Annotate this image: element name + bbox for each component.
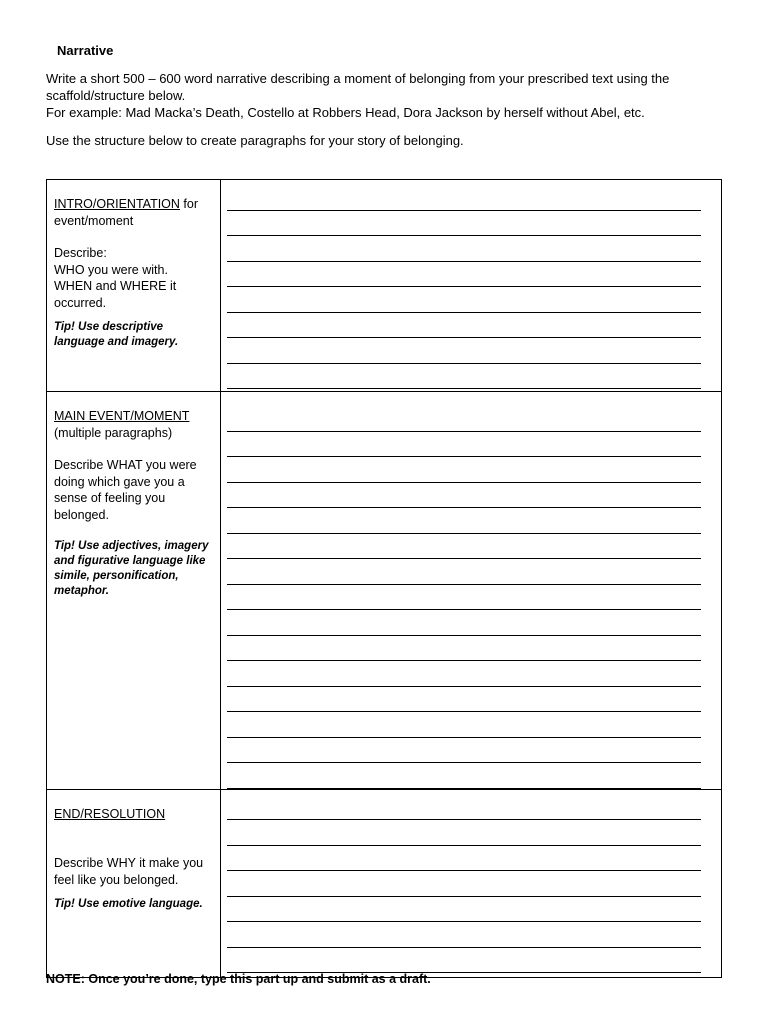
writing-line[interactable] bbox=[227, 236, 701, 262]
writing-line[interactable] bbox=[227, 338, 701, 364]
writing-line[interactable] bbox=[227, 846, 701, 872]
writing-line[interactable] bbox=[227, 661, 701, 687]
section-main-tip: Tip! Use adjectives, imagery and figurative language like simile, personification, metaphor. bbox=[54, 540, 209, 597]
writing-line[interactable] bbox=[227, 820, 701, 846]
section-main-lines bbox=[221, 392, 721, 789]
section-main-row bbox=[47, 392, 722, 790]
section-intro-writing-area[interactable] bbox=[221, 180, 722, 392]
instruction-text: Use the structure below to create paragraphs for your story of belonging. bbox=[46, 133, 464, 148]
writing-line[interactable] bbox=[227, 763, 701, 789]
section-intro-lines bbox=[221, 180, 721, 389]
writing-line[interactable] bbox=[227, 559, 701, 585]
section-main-heading-suffix: (multiple paragraphs) bbox=[54, 425, 173, 440]
section-intro-heading: INTRO/ORIENTATION bbox=[54, 197, 180, 211]
submission-note: NOTE: Once you’re done, type this part up and submit as a draft. bbox=[46, 972, 431, 986]
writing-line[interactable] bbox=[227, 712, 701, 738]
writing-line[interactable] bbox=[227, 406, 701, 432]
writing-line[interactable] bbox=[227, 795, 701, 821]
writing-line[interactable] bbox=[227, 687, 701, 713]
section-end-label-cell bbox=[47, 789, 221, 977]
section-intro-describe: Describe: WHO you were with. WHEN and WHERE it occurred. bbox=[54, 246, 177, 310]
section-end-lines bbox=[221, 790, 721, 974]
writing-line[interactable] bbox=[227, 585, 701, 611]
writing-line[interactable] bbox=[227, 610, 701, 636]
section-main-heading: MAIN EVENT/MOMENT bbox=[54, 409, 190, 423]
writing-line[interactable] bbox=[227, 483, 701, 509]
section-intro-row bbox=[47, 180, 722, 392]
section-intro-heading-line bbox=[54, 196, 213, 229]
section-end-describe: Describe WHY it make you feel like you belonged. bbox=[54, 856, 204, 887]
writing-line[interactable] bbox=[227, 313, 701, 339]
section-end-tip: Tip! Use emotive language. bbox=[54, 898, 203, 910]
writing-line[interactable] bbox=[227, 432, 701, 458]
section-intro-tip: Tip! Use descriptive language and imagery. bbox=[54, 321, 179, 348]
writing-line[interactable] bbox=[227, 738, 701, 764]
scaffold-table bbox=[46, 179, 722, 978]
intro-line-2: For example: Mad Macka’s Death, Costello at Robbers Head, Dora Jackson by herself without Abel, etc. bbox=[46, 105, 645, 120]
writing-line[interactable] bbox=[227, 897, 701, 923]
writing-line[interactable] bbox=[227, 508, 701, 534]
section-main-label-cell bbox=[47, 392, 221, 790]
intro-paragraph bbox=[46, 70, 736, 121]
writing-line[interactable] bbox=[227, 262, 701, 288]
section-intro-label-cell bbox=[47, 180, 221, 392]
section-end-heading: END/RESOLUTION bbox=[54, 806, 166, 821]
section-end-writing-area[interactable] bbox=[221, 789, 722, 977]
writing-line[interactable] bbox=[227, 287, 701, 313]
document-title: Narrative bbox=[57, 43, 114, 58]
writing-line[interactable] bbox=[227, 636, 701, 662]
writing-line[interactable] bbox=[227, 871, 701, 897]
writing-line[interactable] bbox=[227, 534, 701, 560]
section-intro-heading-suffix: for event/moment bbox=[54, 197, 198, 228]
writing-line[interactable] bbox=[227, 211, 701, 237]
section-main-writing-area[interactable] bbox=[221, 392, 722, 790]
section-main-describe: Describe WHAT you were doing which gave you a sense of feeling you belonged. bbox=[54, 458, 197, 522]
intro-line-1: Write a short 500 – 600 word narrative describing a moment of belonging from your prescribed text using the scaffold/structure below. bbox=[46, 71, 670, 103]
section-end-row bbox=[47, 789, 722, 977]
writing-line[interactable] bbox=[227, 948, 701, 974]
writing-line[interactable] bbox=[227, 457, 701, 483]
writing-line[interactable] bbox=[227, 922, 701, 948]
writing-line[interactable] bbox=[227, 364, 701, 390]
writing-line[interactable] bbox=[227, 185, 701, 211]
